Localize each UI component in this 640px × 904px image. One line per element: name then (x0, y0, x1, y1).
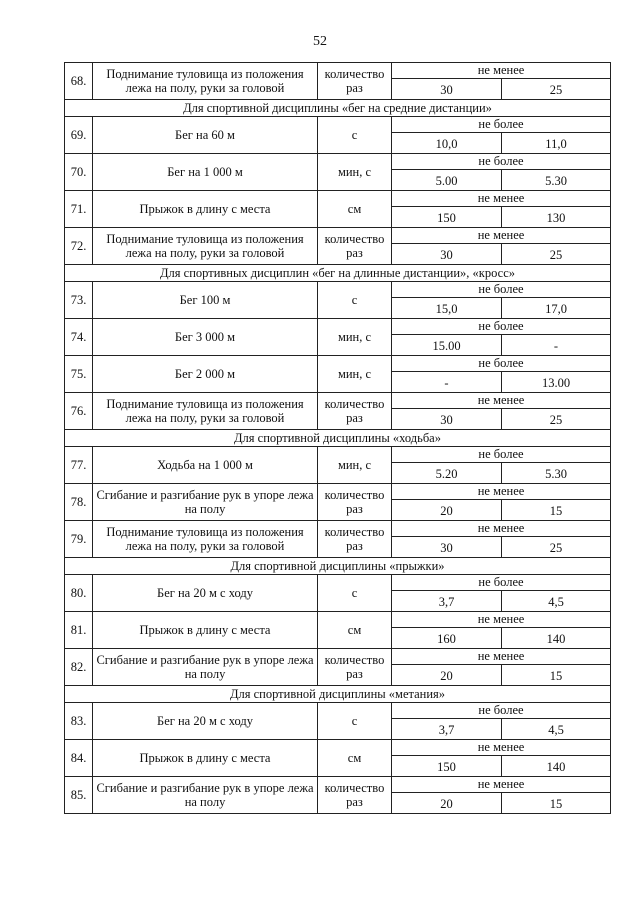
table-row (65, 393, 611, 409)
value-2: 25 (502, 537, 611, 558)
unit: см (318, 191, 392, 228)
condition: не более (392, 282, 611, 298)
value-1: 20 (392, 793, 502, 814)
row-number: 81. (65, 612, 93, 649)
value-2: 140 (502, 756, 611, 777)
unit: количество раз (318, 484, 392, 521)
section-header-row (65, 558, 611, 575)
table-row (65, 740, 611, 756)
value-2: 25 (502, 79, 611, 100)
value-1: 10,0 (392, 133, 502, 154)
value-2: 25 (502, 409, 611, 430)
row-number: 71. (65, 191, 93, 228)
unit: количество раз (318, 777, 392, 814)
value-2: 11,0 (502, 133, 611, 154)
exercise-name: Прыжок в длину с места (93, 612, 318, 649)
section-header-row (65, 100, 611, 117)
unit: мин, с (318, 154, 392, 191)
condition: не более (392, 575, 611, 591)
condition: не более (392, 117, 611, 133)
unit: с (318, 282, 392, 319)
condition: не более (392, 447, 611, 463)
table-row (65, 777, 611, 793)
unit: количество раз (318, 228, 392, 265)
unit: мин, с (318, 356, 392, 393)
unit: с (318, 117, 392, 154)
exercise-name: Прыжок в длину с места (93, 740, 318, 777)
section-header-row (65, 430, 611, 447)
section-title: Для спортивных дисциплин «бег на длинные дистанции», «кросс» (65, 265, 611, 282)
table-row (65, 447, 611, 463)
value-1: 15.00 (392, 335, 502, 356)
table-row (65, 191, 611, 207)
row-number: 77. (65, 447, 93, 484)
section-header-row (65, 686, 611, 703)
unit: количество раз (318, 63, 392, 100)
condition: не менее (392, 63, 611, 79)
value-1: 5.20 (392, 463, 502, 484)
table-row (65, 612, 611, 628)
value-2: 140 (502, 628, 611, 649)
table-row (65, 521, 611, 537)
exercise-name: Бег на 1 000 м (93, 154, 318, 191)
unit: мин, с (318, 319, 392, 356)
condition: не менее (392, 740, 611, 756)
condition: не более (392, 319, 611, 335)
value-2: 5.30 (502, 463, 611, 484)
exercise-name: Сгибание и разгибание рук в упоре лежа на полу (93, 649, 318, 686)
condition: не более (392, 703, 611, 719)
row-number: 76. (65, 393, 93, 430)
condition: не менее (392, 649, 611, 665)
condition: не более (392, 154, 611, 170)
exercise-name: Бег 100 м (93, 282, 318, 319)
section-title: Для спортивной дисциплины «ходьба» (65, 430, 611, 447)
condition: не менее (392, 612, 611, 628)
value-1: 5.00 (392, 170, 502, 191)
row-number: 84. (65, 740, 93, 777)
standards-table (64, 62, 611, 814)
exercise-name: Сгибание и разгибание рук в упоре лежа на полу (93, 777, 318, 814)
condition: не менее (392, 521, 611, 537)
unit: см (318, 740, 392, 777)
unit: см (318, 612, 392, 649)
table-row (65, 117, 611, 133)
value-2: 4,5 (502, 719, 611, 740)
exercise-name: Поднимание туловища из положения лежа на полу, руки за головой (93, 393, 318, 430)
value-1: 30 (392, 244, 502, 265)
condition: не менее (392, 777, 611, 793)
value-2: 130 (502, 207, 611, 228)
row-number: 73. (65, 282, 93, 319)
unit: с (318, 703, 392, 740)
table-row (65, 63, 611, 79)
table-row (65, 228, 611, 244)
unit: количество раз (318, 521, 392, 558)
unit: мин, с (318, 447, 392, 484)
exercise-name: Прыжок в длину с места (93, 191, 318, 228)
exercise-name: Бег 2 000 м (93, 356, 318, 393)
row-number: 80. (65, 575, 93, 612)
row-number: 72. (65, 228, 93, 265)
value-2: 15 (502, 500, 611, 521)
value-1: 150 (392, 756, 502, 777)
row-number: 82. (65, 649, 93, 686)
value-2: 15 (502, 665, 611, 686)
value-1: 160 (392, 628, 502, 649)
table-body (65, 63, 611, 814)
unit: с (318, 575, 392, 612)
table-row (65, 154, 611, 170)
row-number: 69. (65, 117, 93, 154)
value-1: 15,0 (392, 298, 502, 319)
value-1: 20 (392, 665, 502, 686)
value-2: - (502, 335, 611, 356)
value-2: 25 (502, 244, 611, 265)
exercise-name: Бег 3 000 м (93, 319, 318, 356)
row-number: 85. (65, 777, 93, 814)
exercise-name: Сгибание и разгибание рук в упоре лежа на полу (93, 484, 318, 521)
value-1: 30 (392, 409, 502, 430)
value-2: 15 (502, 793, 611, 814)
exercise-name: Поднимание туловища из положения лежа на полу, руки за головой (93, 63, 318, 100)
exercise-name: Поднимание туловища из положения лежа на полу, руки за головой (93, 521, 318, 558)
exercise-name: Ходьба на 1 000 м (93, 447, 318, 484)
section-title: Для спортивной дисциплины «метания» (65, 686, 611, 703)
unit: количество раз (318, 649, 392, 686)
table-row (65, 484, 611, 500)
condition: не менее (392, 393, 611, 409)
row-number: 79. (65, 521, 93, 558)
row-number: 68. (65, 63, 93, 100)
value-1: 3,7 (392, 719, 502, 740)
table-row (65, 575, 611, 591)
condition: не менее (392, 228, 611, 244)
value-1: 20 (392, 500, 502, 521)
exercise-name: Бег на 60 м (93, 117, 318, 154)
condition: не менее (392, 191, 611, 207)
value-1: 150 (392, 207, 502, 228)
page-number: 52 (313, 34, 327, 49)
exercise-name: Бег на 20 м с ходу (93, 703, 318, 740)
value-1: 30 (392, 537, 502, 558)
value-1: - (392, 372, 502, 393)
value-1: 30 (392, 79, 502, 100)
exercise-name: Бег на 20 м с ходу (93, 575, 318, 612)
table-row (65, 649, 611, 665)
unit: количество раз (318, 393, 392, 430)
value-2: 5.30 (502, 170, 611, 191)
row-number: 83. (65, 703, 93, 740)
row-number: 78. (65, 484, 93, 521)
value-2: 13.00 (502, 372, 611, 393)
table-row (65, 282, 611, 298)
condition: не более (392, 356, 611, 372)
table-row (65, 319, 611, 335)
table-row (65, 356, 611, 372)
section-header-row (65, 265, 611, 282)
exercise-name: Поднимание туловища из положения лежа на полу, руки за головой (93, 228, 318, 265)
value-2: 4,5 (502, 591, 611, 612)
row-number: 74. (65, 319, 93, 356)
section-title: Для спортивной дисциплины «бег на средние дистанции» (65, 100, 611, 117)
row-number: 75. (65, 356, 93, 393)
value-1: 3,7 (392, 591, 502, 612)
section-title: Для спортивной дисциплины «прыжки» (65, 558, 611, 575)
row-number: 70. (65, 154, 93, 191)
table-row (65, 703, 611, 719)
condition: не менее (392, 484, 611, 500)
value-2: 17,0 (502, 298, 611, 319)
